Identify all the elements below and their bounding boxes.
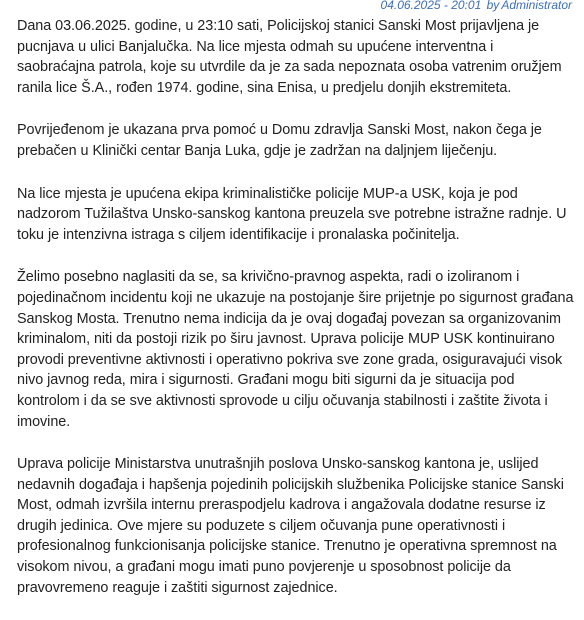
article-paragraph-1: Dana 03.06.2025. godine, u 23:10 sati, Policijskoj stanici Sanski Most prijavljena je pucnjava u ulici Banjalučka. Na lice mjesta odmah su upućene interventna i saobraćajna patrola, koje su utvrdile da je za sada nepoznata osoba vatrenim oružjem ranila lice Š.A., rođen 1974. godine, sina Enisa, u predjelu donjih ekstremiteta. xyxy=(17,18,562,96)
article-paragraph-3: Na lice mjesta je upućena ekipa kriminalističke policije MUP-a USK, koja je pod nadzorom Tužilaštva Unsko-sanskog kantona preuzela sve potrebne istražne radnje. U toku je intenzivna istraga s ciljem identifikacije i pronalaska počinitelja. xyxy=(17,185,567,243)
article-paragraph-5: Uprava policije Ministarstva unutrašnjih poslova Unsko-sanskog kantona je, uslijed nedavnih događaja i hapšenja pojedinih policijskih službenika Policijske stanice Sanski Most, odmah izvršila internu preraspodjelu kadrova i angažovala dodatne resurse iz drugih jedinica. Ove mjere su poduzete s ciljem očuvanja pune operativnosti i profesionalnog funkcionisanja policijske stanice. Trenutno je operativna spremnost na visokom nivou, a građani mogu imati puno povjerenje u sposobnost policije da pravovremeno reaguje i zaštiti sigurnost zajednice. xyxy=(17,456,564,596)
post-meta xyxy=(381,0,572,12)
post-author-link[interactable]: Administrator xyxy=(501,0,572,12)
article-paragraph-2: Povrijeđenom je ukazana prva pomoć u Domu zdravlja Sanski Most, nakon čega je prebačen u Klinički centar Banja Luka, gdje je zadržan na daljnjem liječenju. xyxy=(17,122,542,159)
article-body xyxy=(17,16,575,620)
article-paragraph-4: Želimo posebno naglasiti da se, sa krivično-pravnog aspekta, radi o izoliranom i pojedinačnom incidentu koji ne ukazuje na postojanje šire prijetnje po sigurnost građana Sanskog Mosta. Trenutno nema indicija da je ovaj događaj povezan sa organizovanim kriminalom, niti da postoji rizik po širu javnost. Uprava policije MUP USK kontinuirano provodi preventivne aktivnosti i operativno pokriva sve zone grada, osiguravajući visok nivo javnog reda, mira i sigurnosti. Građani mogu biti sigurni da je situacija pod kontrolom i da se sve aktivnosti sprovode u cilju očuvanja stabilnosti i zaštite života i imovine. xyxy=(17,269,574,430)
post-by-label: by xyxy=(486,0,500,12)
post-datetime: 04.06.2025 - 20:01 xyxy=(380,0,482,12)
